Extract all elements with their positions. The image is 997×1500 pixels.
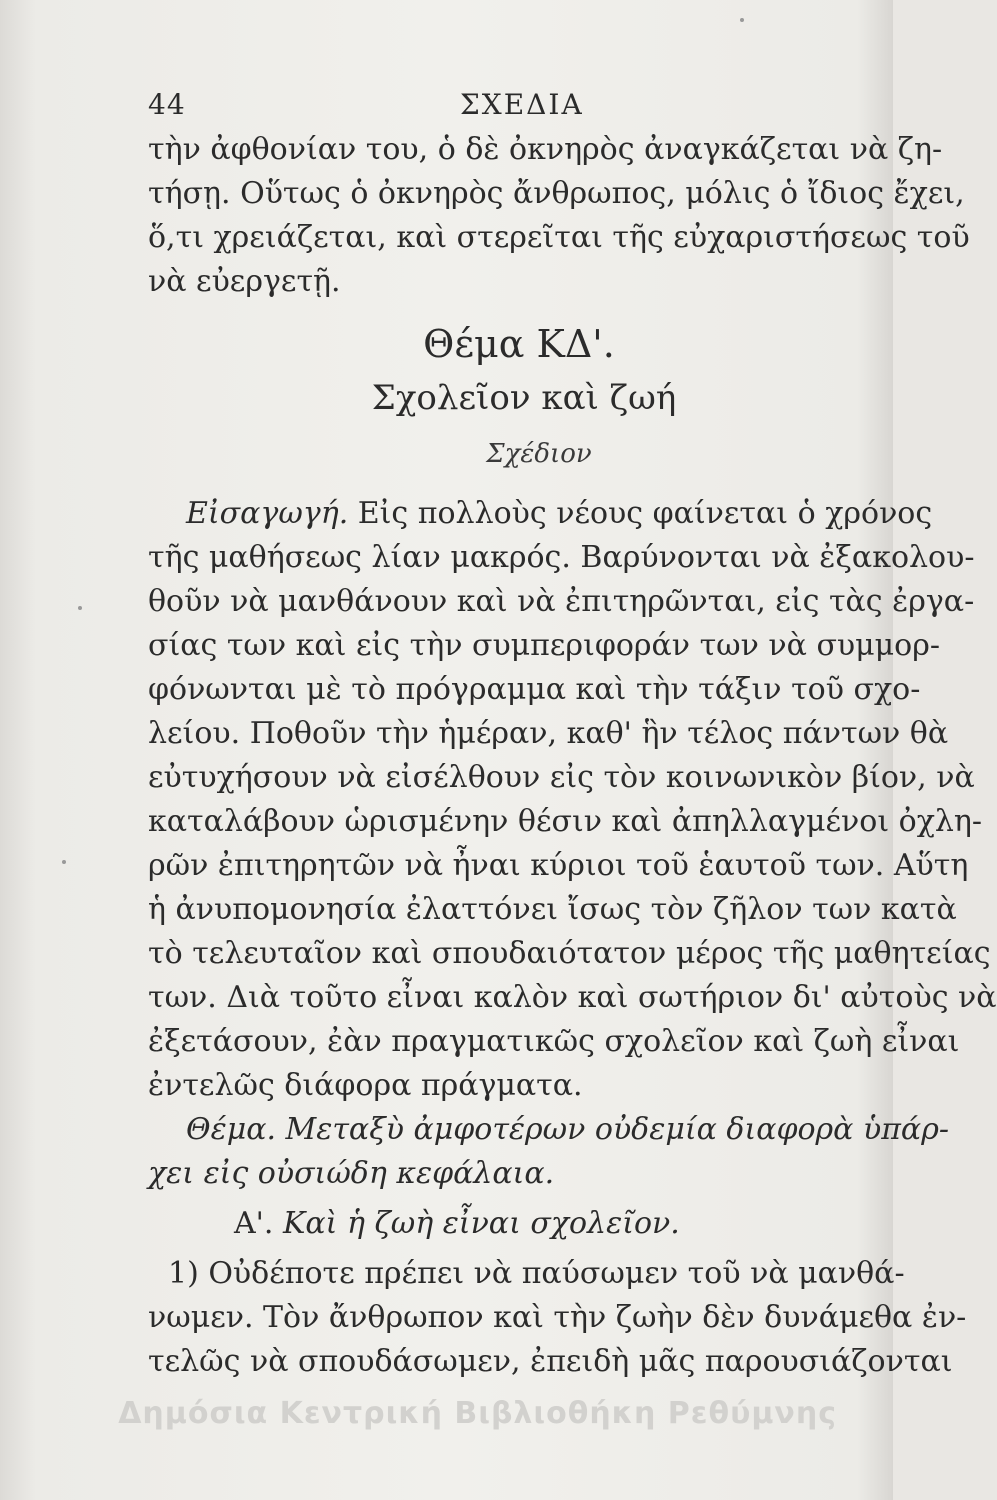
section-a-heading	[148, 1202, 870, 1246]
text-line: τήσῃ. Οὕτως ὁ ὀκνηρὸς ἄνθρωπος, μόλις ὁ ἴδιος ἔχει,	[148, 176, 965, 211]
text-line: τελῶς νὰ σπουδάσωμεν, ἐπειδὴ μᾶς παρουσιάζονται	[148, 1344, 953, 1379]
text-line: ἐξετάσουν, ἐὰν πραγματικῶς σχολεῖον καὶ ζωὴ εἶναι	[148, 1024, 960, 1059]
paper-speck	[78, 606, 82, 610]
library-watermark: Δημόσια Κεντρική Βιβλιοθήκη Ρεθύμνης	[118, 1396, 837, 1431]
text-line: ρῶν ἐπιτηρητῶν νὰ ἦναι κύριοι τοῦ ἑαυτοῦ των. Αὕτη	[148, 848, 969, 883]
text-line: ἐντελῶς διάφορα πράγματα.	[148, 1068, 583, 1103]
text-line: νωμεν. Τὸν ἄνθρωπον καὶ τὴν ζωὴν δὲν δυνάμεθα ἐν-	[148, 1300, 967, 1335]
section-a-label: Α'.	[234, 1206, 274, 1241]
text-line: 1) Οὐδέποτε πρέπει νὰ παύσωμεν τοῦ νὰ μανθά-	[168, 1256, 905, 1291]
text-line: τῆς μαθήσεως λίαν μακρός. Βαρύνονται νὰ ἐξακολου-	[148, 540, 975, 575]
section-a-text: Καὶ ἡ ζωὴ εἶναι σχολεῖον.	[283, 1206, 680, 1241]
thema-statement-line: χει εἰς οὐσιώδη κεφάλαια.	[148, 1156, 555, 1191]
schedion-label: Σχέδιον	[486, 439, 592, 469]
text-line: φόνωνται μὲ τὸ πρόγραμμα καὶ τὴν τάξιν τοῦ σχο-	[148, 672, 921, 707]
paper-speck	[740, 18, 744, 22]
paper-speck	[62, 860, 66, 864]
thema-statement-line: Θέμα. Μεταξὺ ἀμφοτέρων οὐδεμία διαφορὰ ὑπάρ-	[186, 1112, 949, 1147]
text-line: λείου. Ποθοῦν τὴν ἡμέραν, καθ' ἣν τέλος πάντων θὰ	[148, 716, 949, 751]
text-line: των. Διὰ τοῦτο εἶναι καλὸν καὶ σωτήριον δι' αὐτοὺς νὰ	[148, 980, 997, 1015]
intro-first-text: Εἰς πολλοὺς νέους φαίνεται ὁ χρόνος	[348, 496, 933, 531]
essay-subtitle: Σχολεῖον καὶ ζωή	[371, 378, 677, 418]
text-line: θοῦν νὰ μανθάνουν καὶ νὰ ἐπιτηρῶνται, εἰς τὰς ἐργα-	[148, 584, 975, 619]
text-line: τὸ τελευταῖον καὶ σπουδαιότατον μέρος τῆς μαθητείας	[148, 936, 991, 971]
text-line: ὅ,τι χρειάζεται, καὶ στερεῖται τῆς εὐχαριστήσεως τοῦ	[148, 220, 970, 255]
text-line	[148, 492, 933, 536]
page-body	[148, 128, 997, 1384]
intro-label: Εἰσαγωγή.	[186, 496, 349, 531]
running-title: ΣΧΕΔΙΑ	[460, 88, 584, 121]
text-line: νὰ εὐεργετῇ.	[148, 264, 341, 299]
text-line: τὴν ἀφθονίαν του, ὁ δὲ ὀκνηρὸς ἀναγκάζεται νὰ ζη-	[148, 132, 943, 167]
text-line: ἡ ἀνυπομονησία ἐλαττόνει ἴσως τὸν ζῆλον των κατὰ	[148, 892, 957, 927]
text-line: εὐτυχήσουν νὰ εἰσέλθουν εἰς τὸν κοινωνικὸν βίον, νὰ	[148, 760, 975, 795]
page-number: 44	[148, 88, 186, 121]
thema-heading: Θέμα ΚΔ'.	[423, 322, 615, 366]
text-line: καταλάβουν ὡρισμένην θέσιν καὶ ἀπηλλαγμένοι ὀχλη-	[148, 804, 983, 839]
text-line: σίας των καὶ εἰς τὴν συμπεριφοράν των νὰ συμμορ-	[148, 628, 940, 663]
